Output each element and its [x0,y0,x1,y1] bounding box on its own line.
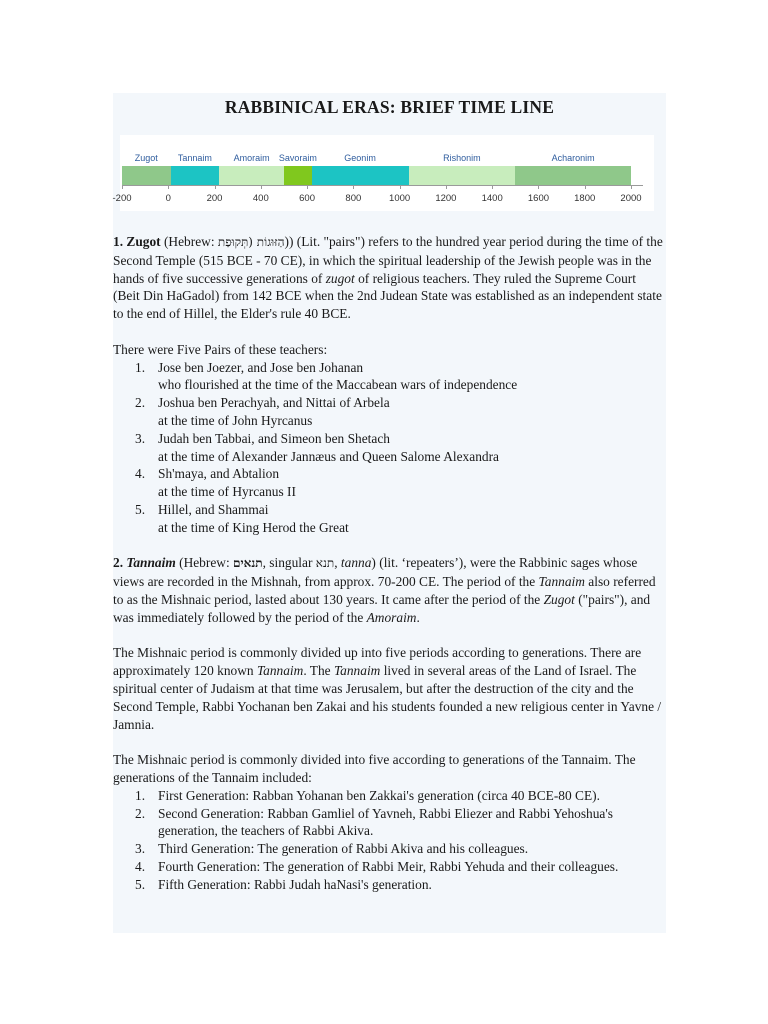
pairs-list [113,359,666,537]
page-title: RABBINICAL ERAS: BRIEF TIME LINE [224,97,555,117]
tick-label: 800 [345,193,362,204]
era-label: Amoraim [233,153,270,163]
era-label: Zugot [134,153,158,163]
generation-text: Third Generation: The generation of Rabbi Akiva and his colleagues. [158,841,529,857]
tick-label: 400 [252,193,269,204]
list-item [113,430,666,466]
list-item [113,359,666,395]
list-number: 5. [135,501,146,517]
text-run: . The [303,663,334,679]
text-run: . [416,609,420,625]
text-run: of religious teachers. They ruled the Supreme Court (Beit Din HaGadol) from 142 BCE when the 2nd Judean State was established as an independent state to the end of Hillel, the Elder's rule 40 BCE. [113,270,662,322]
era-timeline-chart [112,135,654,211]
pair-period: at the time of John Hyrcanus [158,412,313,428]
list-number: 3. [135,430,146,446]
list-number: 2. [135,395,146,411]
tick-mark [353,185,354,189]
list-number: 2. [135,805,146,821]
generations-list [113,787,666,894]
era-bar-rishonim [409,166,515,185]
zugot-paragraph [113,233,666,323]
italic-term: Tannaim [256,663,304,679]
tick-label: 1200 [435,193,457,204]
tannaim-paragraph [113,554,666,626]
list-item [113,805,666,841]
tick-label: 600 [299,193,316,204]
timeline-axis [122,185,643,186]
generation-text: Fifth Generation: Rabbi Judah haNasi's generation. [158,876,432,892]
tick-label: 200 [206,193,223,204]
tannaim-heading: Tannaim [126,555,176,571]
pair-names: Jose ben Joezer, and Jose ben Johanan [158,359,364,375]
tick-mark [400,185,401,189]
text-run: ("pairs"), and was immediately followed by the period of the [113,591,651,625]
text-run: (Hebrew: [175,555,234,571]
italic-term: Tannaim [538,574,585,590]
text-run: also referred to as the Mishnaic period, lasted about 130 years. It came after the period of the [113,574,656,607]
list-number: 3. [135,841,146,857]
list-item [113,465,666,501]
list-item [113,858,666,876]
section-number: 2. [113,555,127,571]
hebrew-term: תנא [315,556,335,571]
hebrew-term: תנאים [233,556,263,571]
text-run: The Mishnaic period is commonly divided up into five periods according to generations. There are approximately 120 known [113,645,642,679]
text-run: , singular [262,555,316,571]
tick-mark [585,185,586,189]
tick-label: 1400 [481,193,503,204]
tick-mark [215,185,216,189]
era-bar-geonim [312,166,409,185]
list-number: 4. [135,466,146,482]
italic-term: Zugot [543,591,575,607]
generations-intro: The Mishnaic period is commonly divided into five according to generations of the Tannaim. The generations of the Tannaim included: [113,752,636,785]
era-label: Savoraim [278,153,317,163]
zugot-heading: 1. Zugot [113,234,161,249]
tick-mark [446,185,447,189]
era-bar-amoraim [219,166,284,185]
era-bar-zugot [122,166,171,185]
list-item [113,501,666,537]
list-number: 1. [135,359,146,375]
text-run: , [334,555,341,571]
document-page [113,93,666,933]
tick-mark [168,185,169,189]
tick-mark [492,185,493,189]
pair-period: at the time of Hyrcanus II [158,484,296,500]
tick-label: 1800 [574,193,596,204]
tick-label: 1600 [527,193,550,204]
generation-text: Fourth Generation: The generation of Rabbi Meir, Rabbi Yehuda and their colleagues. [158,858,619,874]
tick-mark [122,185,123,189]
pair-period: who flourished at the time of the Maccabean wars of independence [158,377,518,393]
generation-text: First Generation: Rabban Yohanan ben Zakkai's generation (circa 40 BCE-80 CE). [158,787,600,803]
list-item [113,394,666,430]
text-run: lived in several areas of the Land of Israel. The spiritual center of Judaism at that time was Jerusalem, but after the destruction of the city and the Second Temple, Rabbi Yochanan ben Zakai and his students founded a new religious center in Yavne / Jamnia. [113,663,662,732]
pair-names: Joshua ben Perachyah, and Nittai of Arbela [158,395,390,411]
mishnaic-paragraph [113,644,666,733]
generation-text: Second Generation: Rabban Gamliel of Yavneh, Rabbi Eliezer and Rabbi Yehoshua's generation, the teachers of Rabbi Akiva. [158,805,613,839]
tick-label: 0 [165,193,171,204]
list-number: 5. [135,876,146,892]
pair-names: Hillel, and Shammai [158,501,269,517]
hebrew-term: הַזּוּגוֹת (תְּקוּפַת [217,235,285,249]
era-label: Geonim [344,153,376,163]
era-bar-acharonim [515,166,631,185]
list-item [113,876,666,894]
era-bar-savoraim [284,166,312,185]
era-label: Acharonim [551,153,595,163]
pairs-intro: There were Five Pairs of these teachers: [113,341,328,357]
era-label: Rishonim [443,153,481,163]
italic-term: zugot [325,270,355,286]
list-number: 1. [135,787,146,803]
pair-names: Sh'maya, and Abtalion [158,466,280,482]
tick-mark [261,185,262,189]
tick-label: 1000 [389,193,411,204]
list-number: 4. [135,858,146,874]
era-label: Tannaim [177,153,212,163]
italic-term: tanna [340,555,372,571]
text-run: (Hebrew: [160,234,218,249]
pair-names: Judah ben Tabbai, and Simeon ben Shetach [158,430,390,446]
tick-mark [307,185,308,189]
era-bar-tannaim [171,166,220,185]
tick-mark [538,185,539,189]
text-run: )) (Lit. "pairs") refers to the hundred year period during the time of the Second Temple (515 BCE - 70 CE), in which the spiritual leadership of the Jewish people was in the hands of five successive generations of [113,234,663,286]
italic-term: Tannaim [333,663,381,679]
tick-label: -200 [112,193,132,204]
pair-period: at the time of Alexander Jannæus and Queen Salome Alexandra [158,448,499,464]
document-body [113,233,666,911]
list-item [113,787,666,805]
list-item [113,840,666,858]
text-run: ) (lit. ‘repeaters’), were the Rabbinic sages whose views are recorded in the Mishnah, from approx. 70-200 CE. The period of the [113,555,638,590]
tick-label: 2000 [620,193,642,204]
tick-mark [631,185,632,189]
italic-term: Amoraim [366,609,417,625]
pair-period: at the time of King Herod the Great [158,519,349,535]
